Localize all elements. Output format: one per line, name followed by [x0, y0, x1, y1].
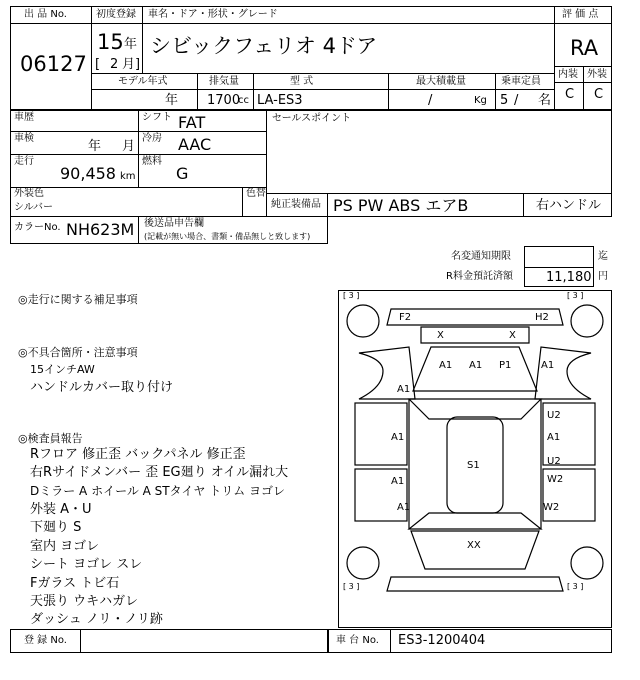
max-load-label: 最大積載量: [416, 76, 466, 87]
model-value: LA-ES3: [257, 93, 303, 108]
max-load-unit: Kg: [474, 95, 487, 106]
chassis-number-label: 車 台 No.: [336, 635, 379, 646]
registration-month-unit: 月]: [122, 57, 141, 72]
mark-left-front-door: A1: [391, 432, 405, 443]
inspector-line: 天張り ウキハガレ: [30, 594, 139, 609]
rear-window: [409, 513, 541, 529]
equipment-value: PS PW ABS エアB: [333, 196, 469, 215]
registration-month: 2: [110, 57, 119, 72]
mark-front-right: H2: [535, 312, 549, 323]
mark-grille-left: X: [437, 330, 444, 341]
mileage-label: 走行: [14, 156, 34, 167]
name-change-suffix: 迄: [598, 251, 608, 262]
exterior-label: 外装: [587, 69, 607, 80]
inspection-year: 年: [88, 139, 102, 154]
mark-left-rear-door: A1: [391, 476, 405, 487]
name-change-label: 名変通知期限: [451, 251, 511, 262]
capacity-value: 5: [500, 93, 509, 108]
shift-value: FAT: [178, 113, 206, 132]
mark-trunk: XX: [467, 540, 481, 551]
grade-label: 評 価 点: [562, 9, 599, 20]
inspector-line: 下廻り S: [30, 520, 82, 535]
recycle-fee-unit: 円: [598, 271, 608, 282]
tire-tag: [ 3 ]: [567, 582, 584, 591]
inspection-label: 車検: [14, 133, 34, 144]
inspector-line: 室内 ヨゴレ: [30, 539, 100, 554]
fuel-value: G: [176, 164, 189, 183]
inspection-month: 月: [122, 139, 136, 154]
rear-bumper: [387, 577, 563, 591]
ac-value: AAC: [178, 135, 212, 154]
model-label: 型 式: [290, 76, 314, 87]
displacement-unit: cc: [238, 95, 249, 106]
mileage-unit: km: [120, 171, 136, 182]
chassis-number-value: ES3-1200404: [398, 633, 486, 648]
tire-front-right: [571, 305, 603, 337]
registration-year: 15: [97, 30, 124, 54]
mark-right-rear-upper: U2: [547, 456, 561, 467]
registration-number-label: 登 録 No.: [24, 635, 67, 646]
right-front-fender: [535, 347, 591, 399]
interior-label: 内装: [558, 69, 578, 80]
tire-tag: [ 3 ]: [343, 582, 360, 591]
lot-number-label: 出 品 No.: [24, 9, 67, 20]
inspector-line: Rフロア 修正歪 バックパネル 修正歪: [30, 447, 246, 462]
mark-grille-right: X: [509, 330, 516, 341]
inspector-title: ◎検査員報告: [18, 432, 83, 445]
mark-right-front-fender: A1: [541, 360, 555, 371]
car-outline-drawing: [339, 291, 611, 627]
driving-notes-title: ◎走行に関する補足事項: [18, 293, 138, 306]
exterior-color-label: 外装色: [14, 188, 44, 199]
registration-year-unit: 年: [124, 37, 138, 52]
color-number-label: カラーNo.: [14, 222, 61, 233]
mark-right-front-door: A1: [547, 432, 561, 443]
mileage-value: 90,458: [60, 164, 116, 183]
capacity-separator: /: [514, 93, 519, 108]
ac-label: 冷房: [142, 133, 162, 144]
displacement-label: 排気量: [209, 76, 239, 87]
mark-left-quarter: A1: [397, 502, 411, 513]
recycle-fee-label: R料金預託済額: [446, 271, 513, 282]
mark-hood-right: P1: [499, 360, 512, 371]
inspector-line: Dミラー A ホイール A STタイヤ トリム ヨゴレ: [30, 484, 286, 498]
registration-month-open: [: [95, 57, 101, 72]
damage-diagram: [338, 290, 612, 628]
mark-front-left: F2: [399, 312, 412, 323]
mark-hood-middle: A1: [469, 360, 483, 371]
color-number-value: NH623M: [66, 220, 135, 239]
tire-tag: [ 3 ]: [343, 291, 360, 300]
capacity-label: 乗車定員: [501, 76, 541, 87]
defects-title: ◎不具合箇所・注意事項: [18, 346, 138, 359]
recolor-label: 色替: [246, 188, 266, 199]
first-registration-label: 初度登録: [96, 9, 136, 20]
shift-label: シフト: [142, 112, 172, 123]
history-label: 車歴: [14, 112, 34, 123]
grade-value: RA: [570, 36, 599, 60]
inspector-line: ダッシュ ノリ・ノリ跡: [30, 612, 163, 627]
lot-number-value: 06127: [20, 52, 87, 76]
tire-tag: [ 3 ]: [567, 291, 584, 300]
selling-points-label: セールスポイント: [272, 113, 352, 124]
defect-line: 15インチAW: [30, 363, 95, 376]
mark-roof: S1: [467, 460, 480, 471]
mark-right-quarter: W2: [543, 502, 560, 513]
mark-left-front-fender: A1: [397, 384, 411, 395]
inspector-line: 外装 A・U: [30, 502, 92, 517]
mark-hood-left: A1: [439, 360, 453, 371]
mark-right-front-upper: U2: [547, 410, 561, 421]
inspector-line: 右Rサイドメンバー 歪 EG廻り オイル漏れ大: [30, 465, 289, 480]
defect-line: ハンドルカバー取り付け: [30, 380, 174, 395]
aftermarket-note: (記載が無い場合、書類・備品無しと致します): [144, 232, 311, 241]
capacity-unit: 名: [538, 93, 552, 108]
inspector-line: Fガラス トビ石: [30, 576, 120, 591]
interior-grade: C: [565, 87, 575, 102]
aftermarket-label: 後送品申告欄: [144, 218, 204, 229]
model-year-unit: 年: [165, 93, 179, 108]
fuel-label: 燃料: [142, 156, 162, 167]
steering-value: 右ハンドル: [536, 198, 602, 213]
vehicle-name: シビックフェリオ 4ドア: [150, 34, 378, 58]
equipment-label: 純正装備品: [271, 199, 321, 210]
tire-front-left: [347, 305, 379, 337]
exterior-grade: C: [594, 87, 604, 102]
mark-right-rear-door: W2: [547, 474, 564, 485]
inspector-line: シート ヨゴレ スレ: [30, 557, 143, 572]
vehicle-name-label: 車名・ドア・形状・グレード: [148, 9, 278, 20]
recycle-fee-value: 11,180: [546, 270, 592, 285]
tire-rear-right: [571, 547, 603, 579]
tire-rear-left: [347, 547, 379, 579]
max-load-separator: /: [428, 93, 433, 108]
displacement-value: 1700: [207, 93, 241, 108]
windshield: [409, 399, 541, 419]
name-change-field: [524, 246, 594, 268]
exterior-color-value: シルバー: [14, 202, 54, 213]
model-year-label: モデル年式: [118, 76, 168, 87]
